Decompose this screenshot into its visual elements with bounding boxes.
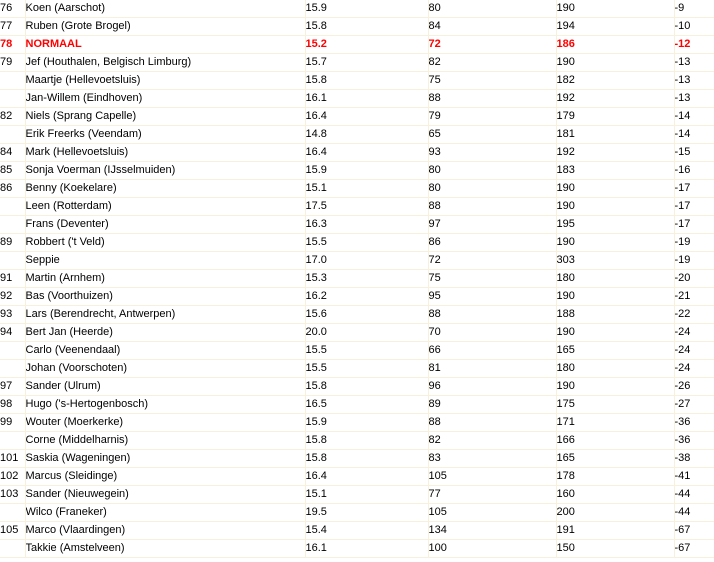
value4-cell: -36 <box>674 432 714 450</box>
name-cell: Marcus (Sleidinge) <box>25 468 305 486</box>
value1-cell: 15.8 <box>305 18 428 36</box>
value1-cell: 15.6 <box>305 306 428 324</box>
value3-cell: 190 <box>556 54 674 72</box>
name-cell: Sander (Ulrum) <box>25 378 305 396</box>
value1-cell: 19.5 <box>305 504 428 522</box>
name-cell: Ruben (Grote Brogel) <box>25 18 305 36</box>
value3-cell: 190 <box>556 0 674 18</box>
table-row <box>0 450 714 468</box>
rank-cell: 93 <box>0 306 25 324</box>
rank-cell: 99 <box>0 414 25 432</box>
table-row <box>0 270 714 288</box>
value4-cell: -22 <box>674 306 714 324</box>
value4-cell: -67 <box>674 540 714 558</box>
rank-cell <box>0 252 25 270</box>
value4-cell: -21 <box>674 288 714 306</box>
value4-cell: -44 <box>674 504 714 522</box>
value3-cell: 190 <box>556 180 674 198</box>
value4-cell: -14 <box>674 126 714 144</box>
value1-cell: 15.8 <box>305 432 428 450</box>
value1-cell: 16.1 <box>305 90 428 108</box>
table-row <box>0 414 714 432</box>
name-cell: NORMAAL <box>25 36 305 54</box>
value3-cell: 190 <box>556 234 674 252</box>
table-row <box>0 396 714 414</box>
value3-cell: 190 <box>556 198 674 216</box>
name-cell: Maartje (Hellevoetsluis) <box>25 72 305 90</box>
rank-cell: 84 <box>0 144 25 162</box>
value4-cell: -14 <box>674 108 714 126</box>
value3-cell: 303 <box>556 252 674 270</box>
value2-cell: 80 <box>428 0 556 18</box>
value1-cell: 17.5 <box>305 198 428 216</box>
value2-cell: 75 <box>428 270 556 288</box>
value1-cell: 15.5 <box>305 342 428 360</box>
value2-cell: 97 <box>428 216 556 234</box>
name-cell: Wilco (Franeker) <box>25 504 305 522</box>
table-row <box>0 234 714 252</box>
table-row <box>0 540 714 558</box>
rank-cell <box>0 72 25 90</box>
value2-cell: 82 <box>428 54 556 72</box>
rank-cell: 89 <box>0 234 25 252</box>
value4-cell: -13 <box>674 72 714 90</box>
value3-cell: 200 <box>556 504 674 522</box>
value2-cell: 96 <box>428 378 556 396</box>
value1-cell: 15.1 <box>305 486 428 504</box>
value2-cell: 88 <box>428 414 556 432</box>
value4-cell: -24 <box>674 324 714 342</box>
table-row <box>0 144 714 162</box>
name-cell: Robbert ('t Veld) <box>25 234 305 252</box>
rank-cell <box>0 342 25 360</box>
value1-cell: 16.5 <box>305 396 428 414</box>
value1-cell: 15.8 <box>305 450 428 468</box>
value4-cell: -19 <box>674 234 714 252</box>
rank-cell: 103 <box>0 486 25 504</box>
value3-cell: 175 <box>556 396 674 414</box>
value2-cell: 95 <box>428 288 556 306</box>
value2-cell: 89 <box>428 396 556 414</box>
value2-cell: 80 <box>428 162 556 180</box>
value3-cell: 166 <box>556 432 674 450</box>
value4-cell: -13 <box>674 54 714 72</box>
value3-cell: 188 <box>556 306 674 324</box>
value4-cell: -17 <box>674 216 714 234</box>
value4-cell: -27 <box>674 396 714 414</box>
value4-cell: -20 <box>674 270 714 288</box>
rank-cell: 105 <box>0 522 25 540</box>
table-row <box>0 288 714 306</box>
value1-cell: 14.8 <box>305 126 428 144</box>
value4-cell: -19 <box>674 252 714 270</box>
rank-cell <box>0 126 25 144</box>
value2-cell: 72 <box>428 36 556 54</box>
rank-cell: 102 <box>0 468 25 486</box>
rank-cell <box>0 432 25 450</box>
rank-cell <box>0 198 25 216</box>
value1-cell: 15.9 <box>305 0 428 18</box>
table-row <box>0 486 714 504</box>
table-row <box>0 0 714 18</box>
value2-cell: 77 <box>428 486 556 504</box>
value4-cell: -17 <box>674 180 714 198</box>
table-row <box>0 18 714 36</box>
value3-cell: 186 <box>556 36 674 54</box>
table-row <box>0 216 714 234</box>
name-cell: Jan-Willem (Eindhoven) <box>25 90 305 108</box>
value2-cell: 100 <box>428 540 556 558</box>
table-row <box>0 522 714 540</box>
value1-cell: 16.2 <box>305 288 428 306</box>
name-cell: Marco (Vlaardingen) <box>25 522 305 540</box>
table-row <box>0 36 714 54</box>
value1-cell: 16.3 <box>305 216 428 234</box>
name-cell: Saskia (Wageningen) <box>25 450 305 468</box>
rank-cell: 98 <box>0 396 25 414</box>
value3-cell: 160 <box>556 486 674 504</box>
value1-cell: 20.0 <box>305 324 428 342</box>
value2-cell: 80 <box>428 180 556 198</box>
rank-cell: 91 <box>0 270 25 288</box>
value2-cell: 88 <box>428 306 556 324</box>
value2-cell: 105 <box>428 504 556 522</box>
table-row <box>0 360 714 378</box>
name-cell: Martin (Arnhem) <box>25 270 305 288</box>
value2-cell: 79 <box>428 108 556 126</box>
name-cell: Erik Freerks (Veendam) <box>25 126 305 144</box>
table-row <box>0 468 714 486</box>
value3-cell: 190 <box>556 288 674 306</box>
value3-cell: 190 <box>556 378 674 396</box>
table-row <box>0 54 714 72</box>
value4-cell: -24 <box>674 360 714 378</box>
value4-cell: -67 <box>674 522 714 540</box>
value2-cell: 134 <box>428 522 556 540</box>
value3-cell: 194 <box>556 18 674 36</box>
value1-cell: 16.4 <box>305 468 428 486</box>
name-cell: Sander (Nieuwegein) <box>25 486 305 504</box>
value1-cell: 15.4 <box>305 522 428 540</box>
value4-cell: -9 <box>674 0 714 18</box>
value4-cell: -17 <box>674 198 714 216</box>
value3-cell: 181 <box>556 126 674 144</box>
value4-cell: -24 <box>674 342 714 360</box>
value4-cell: -15 <box>674 144 714 162</box>
value1-cell: 17.0 <box>305 252 428 270</box>
value2-cell: 88 <box>428 198 556 216</box>
name-cell: Wouter (Moerkerke) <box>25 414 305 432</box>
value2-cell: 66 <box>428 342 556 360</box>
name-cell: Mark (Hellevoetsluis) <box>25 144 305 162</box>
value2-cell: 86 <box>428 234 556 252</box>
name-cell: Niels (Sprang Capelle) <box>25 108 305 126</box>
rank-cell: 86 <box>0 180 25 198</box>
table-row <box>0 108 714 126</box>
value1-cell: 15.8 <box>305 72 428 90</box>
name-cell: Leen (Rotterdam) <box>25 198 305 216</box>
table-row <box>0 378 714 396</box>
value2-cell: 82 <box>428 432 556 450</box>
value3-cell: 195 <box>556 216 674 234</box>
rank-cell: 82 <box>0 108 25 126</box>
table-row <box>0 90 714 108</box>
value4-cell: -16 <box>674 162 714 180</box>
value2-cell: 72 <box>428 252 556 270</box>
value3-cell: 150 <box>556 540 674 558</box>
value4-cell: -10 <box>674 18 714 36</box>
value4-cell: -12 <box>674 36 714 54</box>
table-row <box>0 72 714 90</box>
rank-cell: 79 <box>0 54 25 72</box>
value1-cell: 15.2 <box>305 36 428 54</box>
name-cell: Hugo ('s-Hertogenbosch) <box>25 396 305 414</box>
name-cell: Sonja Voerman (IJsselmuiden) <box>25 162 305 180</box>
value3-cell: 179 <box>556 108 674 126</box>
value2-cell: 93 <box>428 144 556 162</box>
table-row <box>0 126 714 144</box>
value2-cell: 81 <box>428 360 556 378</box>
value1-cell: 16.4 <box>305 144 428 162</box>
value4-cell: -36 <box>674 414 714 432</box>
value3-cell: 171 <box>556 414 674 432</box>
table-row <box>0 306 714 324</box>
value4-cell: -26 <box>674 378 714 396</box>
name-cell: Johan (Voorschoten) <box>25 360 305 378</box>
rank-cell <box>0 360 25 378</box>
value3-cell: 191 <box>556 522 674 540</box>
value4-cell: -13 <box>674 90 714 108</box>
value1-cell: 16.1 <box>305 540 428 558</box>
name-cell: Seppie <box>25 252 305 270</box>
value1-cell: 16.4 <box>305 108 428 126</box>
value3-cell: 180 <box>556 270 674 288</box>
value2-cell: 88 <box>428 90 556 108</box>
value2-cell: 84 <box>428 18 556 36</box>
rank-cell <box>0 90 25 108</box>
value3-cell: 192 <box>556 144 674 162</box>
value3-cell: 183 <box>556 162 674 180</box>
value2-cell: 83 <box>428 450 556 468</box>
rank-cell <box>0 504 25 522</box>
name-cell: Corne (Middelharnis) <box>25 432 305 450</box>
value3-cell: 182 <box>556 72 674 90</box>
value3-cell: 165 <box>556 450 674 468</box>
rank-cell: 85 <box>0 162 25 180</box>
value1-cell: 15.8 <box>305 378 428 396</box>
table-row <box>0 180 714 198</box>
rank-cell: 94 <box>0 324 25 342</box>
value1-cell: 15.9 <box>305 414 428 432</box>
rank-cell: 92 <box>0 288 25 306</box>
value1-cell: 15.5 <box>305 234 428 252</box>
table-row <box>0 342 714 360</box>
rank-cell: 76 <box>0 0 25 18</box>
value1-cell: 15.3 <box>305 270 428 288</box>
value2-cell: 105 <box>428 468 556 486</box>
name-cell: Bas (Voorthuizen) <box>25 288 305 306</box>
name-cell: Koen (Aarschot) <box>25 0 305 18</box>
value1-cell: 15.1 <box>305 180 428 198</box>
table-row <box>0 324 714 342</box>
table-row <box>0 504 714 522</box>
value1-cell: 15.7 <box>305 54 428 72</box>
table-row <box>0 162 714 180</box>
value2-cell: 65 <box>428 126 556 144</box>
value4-cell: -38 <box>674 450 714 468</box>
value1-cell: 15.9 <box>305 162 428 180</box>
rank-cell <box>0 540 25 558</box>
value3-cell: 192 <box>556 90 674 108</box>
value2-cell: 75 <box>428 72 556 90</box>
rank-cell: 101 <box>0 450 25 468</box>
value2-cell: 70 <box>428 324 556 342</box>
table-row <box>0 252 714 270</box>
value4-cell: -41 <box>674 468 714 486</box>
name-cell: Bert Jan (Heerde) <box>25 324 305 342</box>
name-cell: Frans (Deventer) <box>25 216 305 234</box>
name-cell: Carlo (Veenendaal) <box>25 342 305 360</box>
value3-cell: 190 <box>556 324 674 342</box>
rank-cell: 97 <box>0 378 25 396</box>
table-row <box>0 198 714 216</box>
table-row <box>0 432 714 450</box>
value3-cell: 165 <box>556 342 674 360</box>
value3-cell: 180 <box>556 360 674 378</box>
name-cell: Benny (Koekelare) <box>25 180 305 198</box>
rank-cell <box>0 216 25 234</box>
value1-cell: 15.5 <box>305 360 428 378</box>
name-cell: Takkie (Amstelveen) <box>25 540 305 558</box>
rank-cell: 77 <box>0 18 25 36</box>
name-cell: Jef (Houthalen, Belgisch Limburg) <box>25 54 305 72</box>
value3-cell: 178 <box>556 468 674 486</box>
rank-cell: 78 <box>0 36 25 54</box>
value4-cell: -44 <box>674 486 714 504</box>
name-cell: Lars (Berendrecht, Antwerpen) <box>25 306 305 324</box>
